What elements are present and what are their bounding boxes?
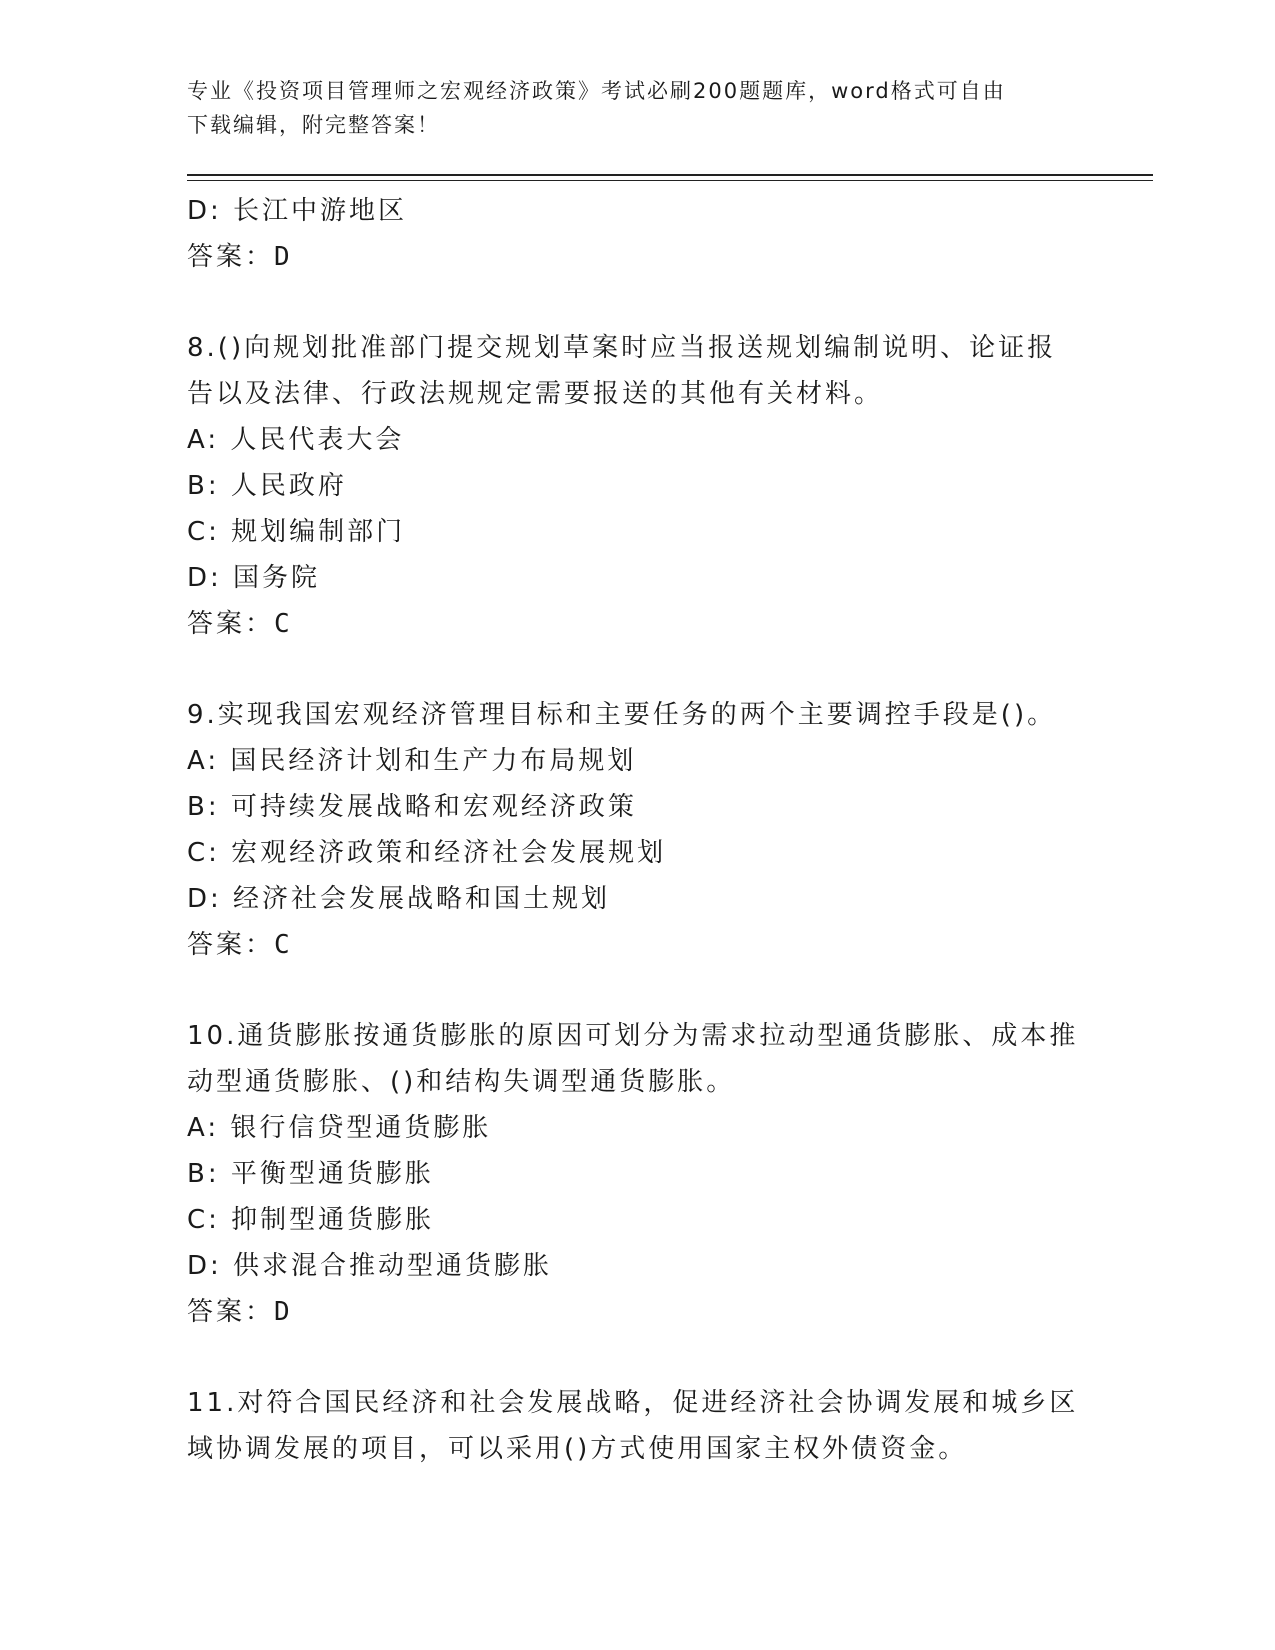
option-b: B: 人民政府 xyxy=(187,471,347,501)
option-d: D: 供求混合推动型通货膨胀 xyxy=(187,1251,553,1281)
spacer xyxy=(187,968,1087,1013)
option-a: A: 银行信贷型通货膨胀 xyxy=(187,1113,492,1143)
question-9 xyxy=(187,692,1087,968)
question-text-line: 9.实现我国宏观经济管理目标和主要任务的两个主要调控手段是()。 xyxy=(187,700,1057,730)
option-c: C: 抑制型通货膨胀 xyxy=(187,1205,435,1235)
spacer xyxy=(187,647,1087,692)
question-text-line: 告以及法律、行政法规规定需要报送的其他有关材料。 xyxy=(187,379,884,409)
header-line-1: 专业《投资项目管理师之宏观经济政策》考试必刷200题题库，word格式可自由 xyxy=(187,79,1006,103)
option-d: D: 长江中游地区 xyxy=(187,196,408,226)
option-b: B: 平衡型通货膨胀 xyxy=(187,1159,434,1189)
question-text-line: 11.对符合国民经济和社会发展战略，促进经济社会协调发展和城乡区 xyxy=(187,1388,1079,1418)
option-a: A: 国民经济计划和生产力布局规划 xyxy=(187,746,637,776)
question-text-line: 动型通货膨胀、()和结构失调型通货膨胀。 xyxy=(187,1067,736,1097)
header-rule-thick xyxy=(187,174,1153,176)
option-c: C: 宏观经济政策和经济社会发展规划 xyxy=(187,838,667,868)
question-10 xyxy=(187,1013,1087,1335)
header-rule-thin xyxy=(187,180,1153,181)
answer-line: 答案：D xyxy=(187,242,293,272)
option-d: D: 经济社会发展战略和国土规划 xyxy=(187,884,611,914)
document-body xyxy=(187,188,1087,1472)
option-c: C: 规划编制部门 xyxy=(187,517,406,547)
answer-line: 答案：C xyxy=(187,609,293,639)
answer-line: 答案：C xyxy=(187,930,293,960)
question-text-line: 8.()向规划批准部门提交规划草案时应当报送规划编制说明、论证报 xyxy=(187,333,1057,363)
option-b: B: 可持续发展战略和宏观经济政策 xyxy=(187,792,637,822)
spacer xyxy=(187,1335,1087,1380)
header-line-2: 下载编辑，附完整答案！ xyxy=(187,113,440,137)
option-a: A: 人民代表大会 xyxy=(187,425,405,455)
spacer xyxy=(187,280,1087,325)
option-d: D: 国务院 xyxy=(187,563,321,593)
document-header xyxy=(187,74,1067,142)
carry-over-block xyxy=(187,188,1087,280)
answer-line: 答案：D xyxy=(187,1297,293,1327)
question-8 xyxy=(187,325,1087,647)
question-11 xyxy=(187,1380,1087,1472)
question-text-line: 域协调发展的项目，可以采用()方式使用国家主权外债资金。 xyxy=(187,1434,968,1464)
question-text-line: 10.通货膨胀按通货膨胀的原因可划分为需求拉动型通货膨胀、成本推 xyxy=(187,1021,1079,1051)
